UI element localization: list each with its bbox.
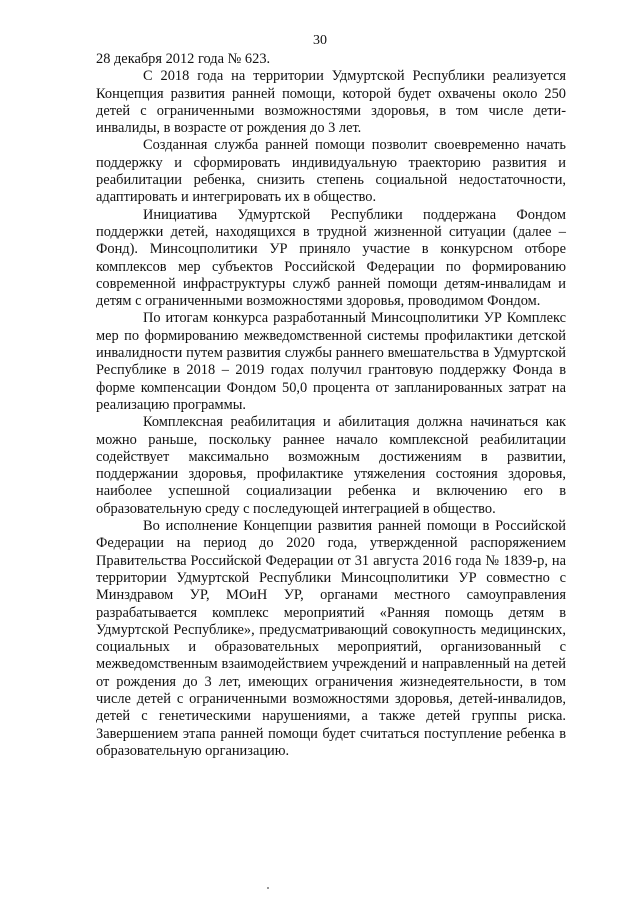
paragraph-continuation: 28 декабря 2012 года № 623. <box>96 51 271 67</box>
page-number: 30 <box>313 33 327 48</box>
document-body <box>96 51 566 760</box>
paragraph-concept-2018: С 2018 года на территории Удмуртской Республики реализуется Концепция развития ранней помощи, которой будет охвачены около 250 детей с ограниченными возможностями здоровья, в том числе дети-инвалиды, в возрасте от рождения до 3 лет. <box>96 68 566 137</box>
paragraph-concept-implementation: Во исполнение Концепции развития ранней помощи в Российской Федерации на период до 2020 года, утвержденной распоряжением Правительства Российской Федерации от 31 августа 2016 года № 1839-р, на территории Удмуртской Республики Минсоцполитики УР совместно с Минздравом УР, МОиН УР, органами местного самоуправления разрабатывается комплекс мероприятий «Ранняя помощь детям в Удмуртской Республике», предусматривающий совокупность медицинских, социальных и образовательных мероприятий, организованный с межведомственным взаимодействием учреждений и направленный на детей от рождения до 3 лет, имеющих ограничения жизнедеятельности, в том числе детей с ограниченными возможностями здоровья, детей-инвалидов, детей с генетическими нарушениями, а также детей группы риска. Завершением этапа ранней помощи будет считаться поступление ребенка в образовательную организацию. <box>96 518 566 759</box>
paragraph-service-created: Созданная служба ранней помощи позволит своевременно начать поддержку и сформировать индивидуальную траекторию развития и реабилитации ребенка, снизить степень социальной недостаточности, адаптировать и интегрировать их в общество. <box>96 137 566 206</box>
paragraph-fund-support: Инициатива Удмуртской Республики поддержана Фондом поддержки детей, находящихся в трудной жизненной ситуации (далее – Фонд). Минсоцполитики УР приняло участие в конкурсном отборе комплексов мер субъектов Российской Федерации по формированию современной инфраструктуры служб ранней помощи детям-инвалидам и детям с ограниченными возможностями здоровья, проводимом Фондом. <box>96 206 566 310</box>
paragraph-contest-results: По итогам конкурса разработанный Минсоцполитики УР Комплекс мер по формированию межведомственной системы профилактики детской инвалидности путем развития службы раннего вмешательства в Удмуртской Республике в 2018 – 2019 годах получил грантовую поддержку Фонда в форме компенсации Фондом 50,0 процента от запланированных затрат на реализацию программы. <box>96 310 566 413</box>
scan-dot <box>267 887 269 889</box>
paragraph-rehabilitation: Комплексная реабилитация и абилитация должна начинаться как можно раньше, поскольку раннее начало комплексной реабилитации содействует максимально возможным достижениям в развитии, поддержании здоровья, профилактике утяжеления состояния здоровья, наиболее успешной социализации ребенка и включению его в образовательную среду с последующей интеграцией в общество. <box>96 414 566 517</box>
